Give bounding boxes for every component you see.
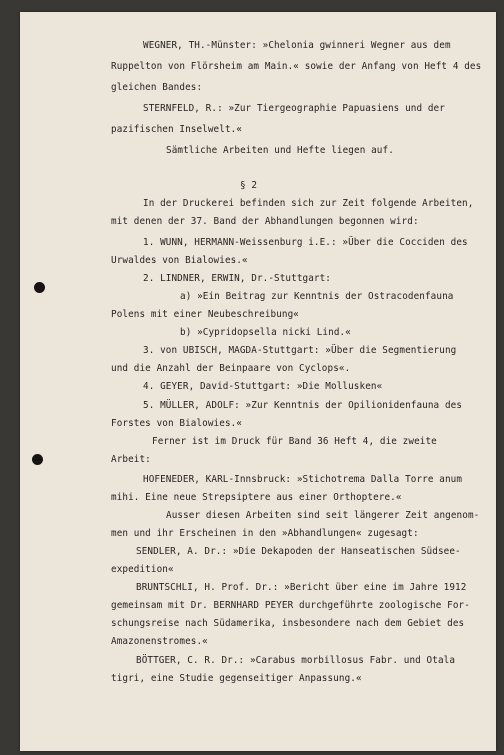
text-line: STERNFELD, R.: »Zur Tiergeographie Papuasiens und der [143,103,445,114]
text-line: SENDLER, A. Dr.: »Die Dekapoden der Hanseatischen Südsee- [136,546,461,557]
text-line: Ausser diesen Arbeiten sind seit längerer Zeit angenom- [166,510,480,521]
text-line: pazifischen Inselwelt.« [111,124,243,135]
text-line: 5. MÜLLER, ADOLF: »Zur Kenntnis der Opilionidenfauna des [143,400,463,411]
text-line: Forstes von Bialowies.« [111,418,243,429]
section-heading: § 2 [240,180,258,191]
text-line: 2. LINDNER, ERWIN, Dr.-Stuttgart: [143,273,332,284]
text-line: Ferner ist im Druck für Band 36 Heft 4, die zweite [152,436,437,447]
text-line: Ruppelton von Flörsheim am Main.« sowie der Anfang von Heft 4 des [111,61,482,72]
text-line: gemeinsam mit Dr. BERNHARD PEYER durchgeführte zoologische For- [111,600,470,611]
text-line: HOFENEDER, KARL-Innsbruck: »Stichotrema Dalla Torre anum [143,474,463,485]
text-line: 1. WUNN, HERMANN-Weissenburg i.E.: »Über die Cocciden des [143,237,468,248]
text-line: WEGNER, TH.-Münster: »Chelonia gwinneri Wegner aus dem [143,40,451,51]
text-line: gleichen Bandes: [111,82,203,93]
text-line: Polens mit einer Neubeschreibung« [111,309,300,320]
text-line: tigri, eine Studie gegenseitiger Anpassung.« [111,673,362,684]
text-line: mit denen der 37. Band der Abhandlungen begonnen wird: [111,216,419,227]
text-line: 4. GEYER, David-Stuttgart: »Die Mollusken« [143,381,383,392]
text-line: und die Anzahl der Beinpaare von Cyclops«. [111,363,351,374]
text-line: Amazonenstromes.« [111,636,208,647]
text-line: expedition« [111,564,174,575]
text-line: 3. von UBISCH, MAGDA-Stuttgart: »Über die Segmentierung [143,345,457,356]
punch-hole-lower [32,454,43,465]
text-line: a) »Ein Beitrag zur Kenntnis der Ostracodenfauna [180,291,454,302]
text-line: In der Druckerei befinden sich zur Zeit folgende Arbeiten, [143,198,474,209]
punch-hole-upper [34,282,45,293]
text-line: mihi. Eine neue Strepsiptere aus einer Orthoptere.« [111,492,402,503]
text-line: men und ihr Erscheinen in den »Abhandlungen« zugesagt: [111,528,419,539]
text-line: Sämtliche Arbeiten und Hefte liegen auf. [166,145,394,156]
text-line: BÖTTGER, C. R. Dr.: »Carabus morbillosus Fabr. und Otala [136,655,456,666]
text-line: Urwaldes von Bialowies.« [111,255,248,266]
text-line: Arbeit: [111,454,151,465]
text-line: schungsreise nach Südamerika, insbesondere nach dem Gebiet des [111,618,465,629]
text-line: b) »Cypridopsella nicki Lind.« [180,327,351,338]
text-line: BRUNTSCHLI, H. Prof. Dr.: »Bericht über eine im Jahre 1912 [136,582,467,593]
